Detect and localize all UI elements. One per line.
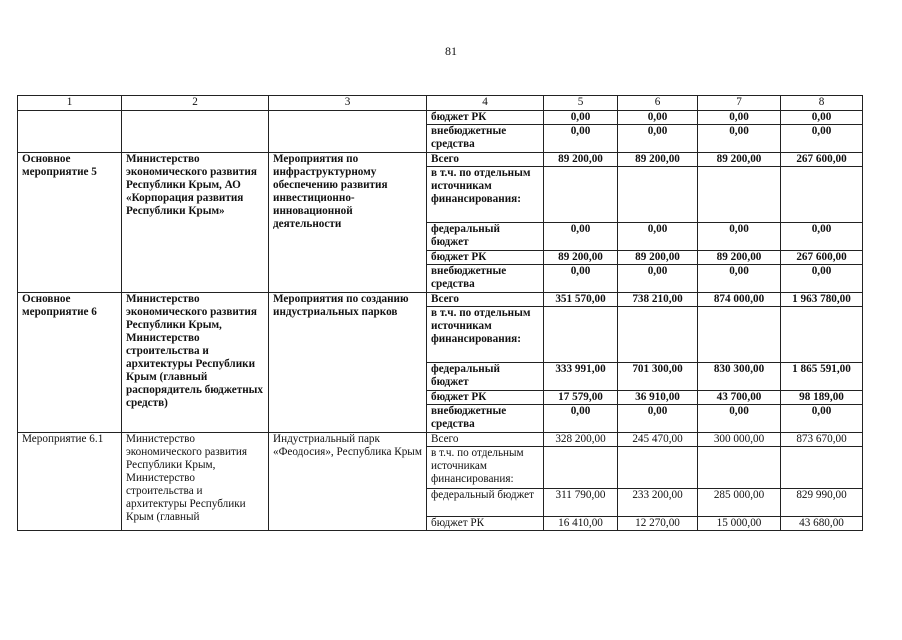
amount-cell: 0,00 — [781, 223, 863, 251]
amount-cell: 0,00 — [544, 223, 618, 251]
amount-cell: 1 865 591,00 — [781, 363, 863, 391]
measure-name-cell: Основное мероприятие 6 — [18, 293, 122, 433]
amount-cell: 89 200,00 — [618, 251, 698, 265]
activity-cell: Индустриальный парк «Феодосия», Республика Крым — [269, 433, 427, 531]
responsible-cell: Министерство экономического развития Республики Крым, АО «Корпорация развития Республики Крым» — [122, 153, 269, 293]
header-cell-4: 4 — [427, 96, 544, 111]
amount-cell — [618, 167, 698, 223]
funding-source-cell: в т.ч. по отдельным источникам финансирования: — [427, 447, 544, 489]
amount-cell — [544, 447, 618, 489]
funding-source-cell: бюджет РК — [427, 251, 544, 265]
funding-source-cell: внебюджетные средства — [427, 125, 544, 153]
amount-cell: 0,00 — [544, 265, 618, 293]
amount-cell — [618, 307, 698, 363]
header-cell-8: 8 — [781, 96, 863, 111]
header-cell-2: 2 — [122, 96, 269, 111]
funding-source-cell: внебюджетные средства — [427, 265, 544, 293]
amount-cell: 0,00 — [618, 125, 698, 153]
measure-name-cell: Основное мероприятие 5 — [18, 153, 122, 293]
header-cell-3: 3 — [269, 96, 427, 111]
amount-cell: 0,00 — [698, 223, 781, 251]
budget-table — [17, 95, 863, 531]
amount-cell: 0,00 — [698, 125, 781, 153]
funding-source-cell: бюджет РК — [427, 391, 544, 405]
amount-cell: 89 200,00 — [544, 251, 618, 265]
amount-cell — [781, 167, 863, 223]
measure-name-cell — [18, 111, 122, 153]
amount-cell: 830 300,00 — [698, 363, 781, 391]
amount-cell: 0,00 — [698, 111, 781, 125]
amount-cell: 0,00 — [544, 405, 618, 433]
amount-cell: 17 579,00 — [544, 391, 618, 405]
activity-cell: Мероприятия по созданию индустриальных парков — [269, 293, 427, 433]
amount-cell — [698, 447, 781, 489]
funding-source-cell: бюджет РК — [427, 517, 544, 531]
table-row — [18, 433, 863, 447]
funding-source-cell: Всего — [427, 293, 544, 307]
amount-cell — [544, 307, 618, 363]
amount-cell: 98 189,00 — [781, 391, 863, 405]
funding-source-cell: Всего — [427, 153, 544, 167]
amount-cell — [698, 307, 781, 363]
activity-cell — [269, 111, 427, 153]
funding-source-cell: федеральный бюджет — [427, 363, 544, 391]
funding-source-cell: в т.ч. по отдельным источникам финансирования: — [427, 167, 544, 223]
amount-cell: 0,00 — [544, 125, 618, 153]
amount-cell — [698, 167, 781, 223]
amount-cell: 267 600,00 — [781, 251, 863, 265]
amount-cell: 0,00 — [618, 405, 698, 433]
amount-cell: 311 790,00 — [544, 489, 618, 517]
amount-cell: 36 910,00 — [618, 391, 698, 405]
funding-source-cell: Всего — [427, 433, 544, 447]
responsible-cell: Министерство экономического развития Республики Крым, Министерство строительства и архитектуры Республики Крым (главный — [122, 433, 269, 531]
amount-cell — [618, 447, 698, 489]
amount-cell — [781, 307, 863, 363]
header-cell-6: 6 — [618, 96, 698, 111]
funding-source-cell: в т.ч. по отдельным источникам финансирования: — [427, 307, 544, 363]
funding-source-cell: внебюджетные средства — [427, 405, 544, 433]
amount-cell — [544, 167, 618, 223]
amount-cell — [781, 447, 863, 489]
amount-cell: 333 991,00 — [544, 363, 618, 391]
amount-cell: 0,00 — [781, 111, 863, 125]
funding-source-cell: федеральный бюджет — [427, 223, 544, 251]
amount-cell: 12 270,00 — [618, 517, 698, 531]
amount-cell: 328 200,00 — [544, 433, 618, 447]
amount-cell: 43 700,00 — [698, 391, 781, 405]
amount-cell: 89 200,00 — [618, 153, 698, 167]
page-number: 81 — [445, 44, 457, 58]
amount-cell: 245 470,00 — [618, 433, 698, 447]
amount-cell: 874 000,00 — [698, 293, 781, 307]
responsible-cell — [122, 111, 269, 153]
amount-cell: 0,00 — [698, 405, 781, 433]
amount-cell: 873 670,00 — [781, 433, 863, 447]
header-row — [18, 96, 863, 111]
amount-cell: 43 680,00 — [781, 517, 863, 531]
activity-cell: Мероприятия по инфраструктурному обеспечению развития инвестиционно-инновационной деятельности — [269, 153, 427, 293]
amount-cell: 0,00 — [618, 111, 698, 125]
funding-source-cell: бюджет РК — [427, 111, 544, 125]
responsible-cell: Министерство экономического развития Республики Крым, Министерство строительства и архитектуры Республики Крым (главный распорядитель бюджетных средств) — [122, 293, 269, 433]
amount-cell: 0,00 — [618, 223, 698, 251]
amount-cell: 89 200,00 — [544, 153, 618, 167]
amount-cell: 1 963 780,00 — [781, 293, 863, 307]
amount-cell: 16 410,00 — [544, 517, 618, 531]
amount-cell: 829 990,00 — [781, 489, 863, 517]
table-row — [18, 293, 863, 307]
measure-name-cell: Мероприятие 6.1 — [18, 433, 122, 531]
amount-cell: 738 210,00 — [618, 293, 698, 307]
amount-cell: 267 600,00 — [781, 153, 863, 167]
header-cell-1: 1 — [18, 96, 122, 111]
amount-cell: 285 000,00 — [698, 489, 781, 517]
amount-cell: 0,00 — [781, 125, 863, 153]
table-row — [18, 153, 863, 167]
funding-source-cell: федеральный бюджет — [427, 489, 544, 517]
amount-cell: 89 200,00 — [698, 251, 781, 265]
amount-cell: 701 300,00 — [618, 363, 698, 391]
header-cell-5: 5 — [544, 96, 618, 111]
amount-cell: 0,00 — [544, 111, 618, 125]
amount-cell: 0,00 — [781, 405, 863, 433]
amount-cell: 0,00 — [698, 265, 781, 293]
header-cell-7: 7 — [698, 96, 781, 111]
amount-cell: 233 200,00 — [618, 489, 698, 517]
amount-cell: 351 570,00 — [544, 293, 618, 307]
amount-cell: 15 000,00 — [698, 517, 781, 531]
amount-cell: 89 200,00 — [698, 153, 781, 167]
table-row — [18, 111, 863, 125]
amount-cell: 300 000,00 — [698, 433, 781, 447]
amount-cell: 0,00 — [618, 265, 698, 293]
amount-cell: 0,00 — [781, 265, 863, 293]
